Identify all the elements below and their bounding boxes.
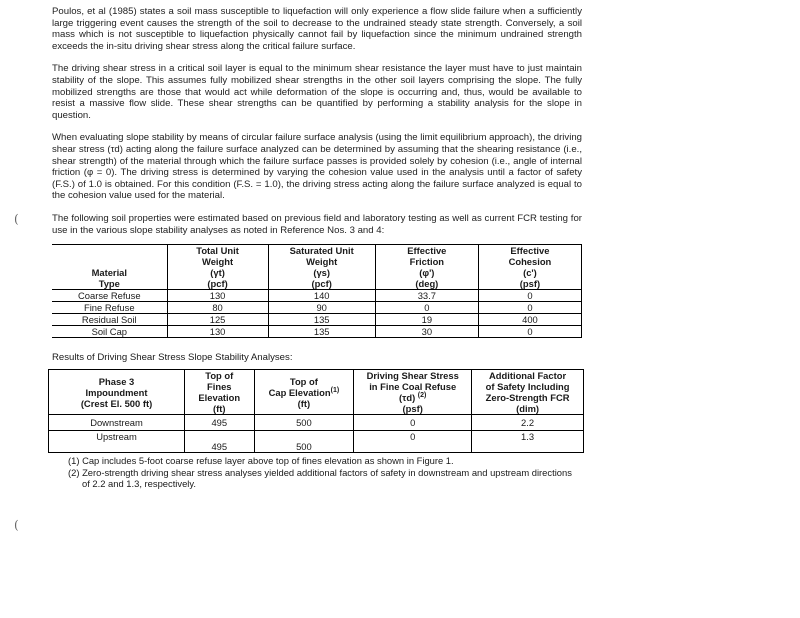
table-row: Fine Refuse 80 90 0 0 bbox=[52, 302, 582, 314]
header-additional-factor: Additional Factor of Safety Including Zero-Strength FCR (dim) bbox=[472, 370, 584, 415]
table-row: Upstream 495 500 0 1.3 bbox=[49, 431, 584, 453]
header-top-of-cap: Top of Cap Elevation$^{(1)}$ (ft) bbox=[254, 370, 354, 415]
driving-stress-table bbox=[48, 369, 584, 453]
header-phase: Phase 3 Impoundment (Crest El. 500 ft) bbox=[49, 370, 185, 415]
scan-mark-top: ( bbox=[14, 212, 19, 226]
paragraph-intro: Poulos, et al (1985) states a soil mass susceptible to liquefaction will only experience a flow slide failure when a sufficiently large triggering event causes the strength of the soil to decrease to the undrained steady state strength. Conversely, a soil mass which is not susceptible to liquefaction physically cannot fail by liquefaction since the minimum undrained strength exceeds the in-situ driving shear stress along the critical failure surface. bbox=[52, 6, 582, 52]
table-row: Soil Cap 130 135 30 0 bbox=[52, 326, 582, 338]
paragraph-soil-properties: The following soil properties were estimated based on previous field and laboratory testing as well as current FCR testing for use in the various slope stability analyses as noted in Reference Nos. 3 and 4: bbox=[52, 212, 582, 236]
table-header-row bbox=[49, 370, 584, 415]
table-row: Downstream 495 500 0 2.2 bbox=[49, 415, 584, 431]
header-effective-cohesion: Effective Cohesion (c') (psf) bbox=[478, 245, 581, 290]
header-saturated-unit-weight: Saturated Unit Weight (γs) (pcf) bbox=[268, 245, 375, 290]
header-effective-friction: Effective Friction (φ') (deg) bbox=[375, 245, 478, 290]
header-driving-shear-stress: Driving Shear Stress in Fine Coal Refuse (τd) $^{(2)}$ (psf) bbox=[354, 370, 472, 415]
paragraph-driving-shear: The driving shear stress in a critical soil layer is equal to the minimum shear resistance the layer must have to just maintain stability of the slope. This assumes fully mobilized shear strengths in the other soil layers comprising the slope. The fully mobilized strengths are those that would act while deformation of the slope is occurring and, thus, would be available to resist a massive flow slide. These shear strengths can be quantified by performing a stability analysis for the slope in question. bbox=[52, 63, 582, 121]
scan-mark-bottom: ( bbox=[14, 518, 19, 532]
header-total-unit-weight: Total Unit Weight (γt) (pcf) bbox=[167, 245, 268, 290]
table-header-row bbox=[52, 245, 582, 290]
table-row: Residual Soil 125 135 19 400 bbox=[52, 314, 582, 326]
soil-properties-table bbox=[52, 244, 582, 338]
table-row: Coarse Refuse 130 140 33.7 0 bbox=[52, 290, 582, 302]
header-top-of-fines: Top of Fines Elevation (ft) bbox=[185, 370, 255, 415]
document-page bbox=[52, 6, 582, 489]
paragraph-evaluation: When evaluating slope stability by means of circular failure surface analysis (using the limit equilibrium approach), the driving shear stress (τd) acting along the failure surface analyzed can be determined by assuming that the shearing resistance (i.e., shear strength) of the material through which the failure surface passes is provided solely by cohesion (i.e., angle of internal friction (φ = 0). The driving stress is determined by varying the cohesion value used in the analysis until a factor of safety (F.S.) of 1.0 is obtained. For this condition (F.S. = 1.0), the driving stress acting along the failure surface analyzed is equal to the cohesion value used for the material. bbox=[52, 132, 582, 202]
note-zero-strength: (2) Zero-strength driving shear stress analyses yielded additional factors of safety in downstream and upstream directions of 2.2 and 1.3, respectively. bbox=[68, 466, 572, 489]
note-cap: (1) Cap includes 5-foot coarse refuse layer above top of fines elevation as shown in Figure 1. bbox=[68, 455, 454, 467]
results-caption: Results of Driving Shear Stress Slope Stability Analyses: bbox=[52, 352, 293, 364]
header-material: Material Type bbox=[52, 245, 167, 290]
table-notes bbox=[68, 455, 582, 489]
